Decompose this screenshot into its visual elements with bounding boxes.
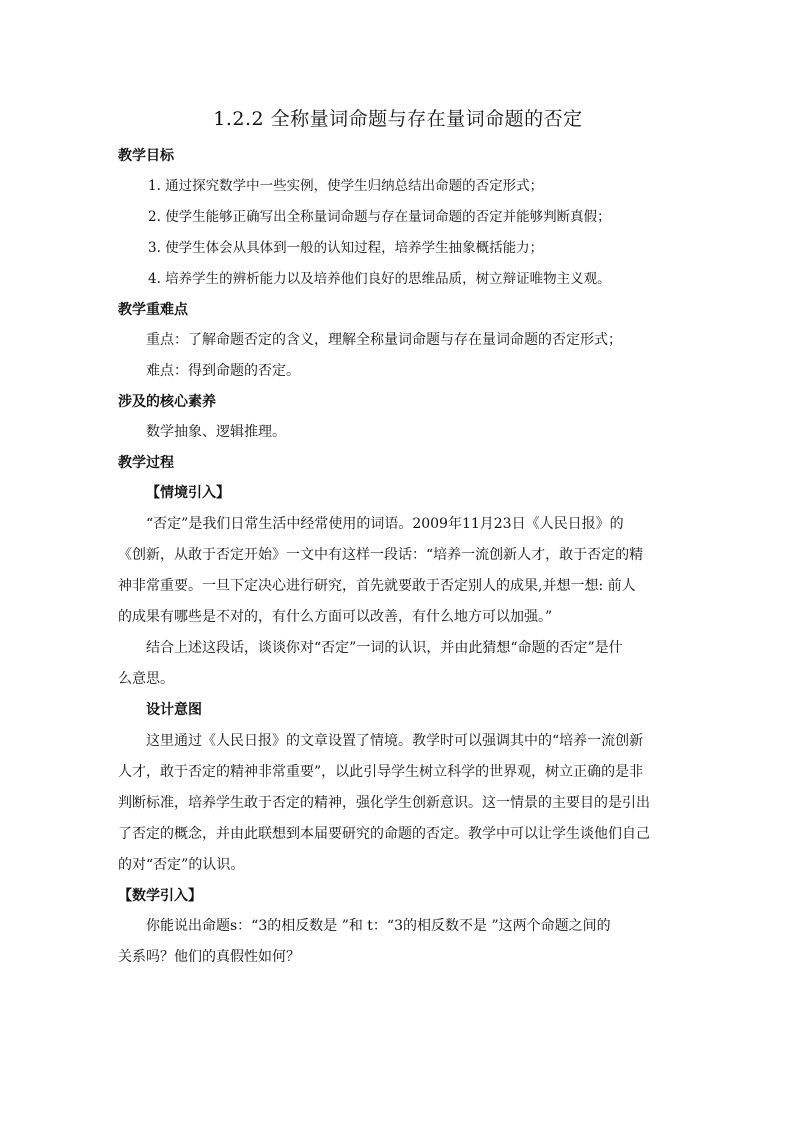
paragraph-line: 结合上述这段话，谈谈你对“否定”一词的认识，并由此猜想“命题的否定”是什 bbox=[146, 640, 623, 656]
paragraph-line: 关系吗？他们的真假性如何？ bbox=[118, 949, 300, 965]
process-heading: 教学过程 bbox=[118, 455, 174, 471]
goals-heading: 教学目标 bbox=[118, 148, 174, 164]
goal-item-4: 4. 培养学生的辨析能力以及培养他们良好的思维品质，树立辩证唯物主义观。 bbox=[148, 271, 611, 287]
key-point-focus: 重点：了解命题否定的含义，理解全称量词命题与存在量词命题的否定形式； bbox=[146, 332, 622, 348]
paragraph-line: 了否定的概念，并由此联想到本届要研究的命题的否定。教学中可以让学生谈他们自己 bbox=[118, 826, 650, 842]
situation-paragraph-2 bbox=[118, 633, 678, 695]
design-intent-label: 设计意图 bbox=[146, 702, 202, 718]
situation-label: 【情境引入】 bbox=[146, 485, 230, 501]
key-point-difficulty: 难点：得到命题的否定。 bbox=[146, 363, 300, 379]
paragraph-line: 你能说出命题s：“3的相反数是 ”和 t：“3的相反数不是 ”这两个命题之间的 bbox=[146, 918, 611, 934]
paragraph-line: 判断标准，培养学生敢于否定的精神，强化学生创新意识。这一情景的主要目的是引出 bbox=[118, 795, 650, 811]
paragraph-line: 神非常重要。一旦下定决心进行研究，首先就要敢于否定别人的成果,并想一想: 前人 bbox=[118, 578, 636, 594]
literacy-text: 数学抽象、逻辑推理。 bbox=[146, 424, 286, 440]
paragraph-line: 这里通过《人民日报》的文章设置了情境。教学时可以强调其中的“培养一流创新 bbox=[146, 733, 644, 749]
key-points-heading: 教学重难点 bbox=[118, 302, 188, 318]
paragraph-line: 的成果有哪些是不对的，有什么方面可以改善，有什么地方可以加强。” bbox=[118, 609, 553, 625]
design-intent-paragraph bbox=[118, 726, 678, 881]
literacy-heading: 涉及的核心素养 bbox=[118, 394, 216, 410]
goal-item-2: 2. 使学生能够正确写出全称量词命题与存在量词命题的否定并能够判断真假； bbox=[148, 209, 611, 225]
paragraph-line: “否定”是我们日常生活中经常使用的词语。2009年11月23日《人民日报》的 bbox=[146, 516, 624, 532]
paragraph-line: 人才，敢于否定的精神非常重要”，以此引导学生树立科学的世界观，树立正确的是非 bbox=[118, 764, 644, 780]
paragraph-line: 的对“否定”的认识。 bbox=[118, 857, 245, 873]
math-intro-label: 【数学引入】 bbox=[118, 888, 202, 904]
paragraph-line: 《创新，从敢于否定开始》一文中有这样一段话：“培养一流创新人才，敢于否定的精 bbox=[118, 547, 644, 563]
situation-paragraph-1 bbox=[118, 509, 678, 633]
paragraph-line: 么意思。 bbox=[118, 671, 174, 687]
page-title: 1.2.2 全称量词命题与存在量词命题的否定 bbox=[213, 108, 583, 130]
math-intro-paragraph bbox=[118, 911, 678, 973]
goal-item-1: 1. 通过探究数学中一些实例，使学生归纳总结出命题的否定形式； bbox=[148, 178, 544, 194]
document-content bbox=[118, 104, 678, 973]
goal-item-3: 3. 使学生体会从具体到一般的认知过程，培养学生抽象概括能力； bbox=[148, 240, 544, 256]
